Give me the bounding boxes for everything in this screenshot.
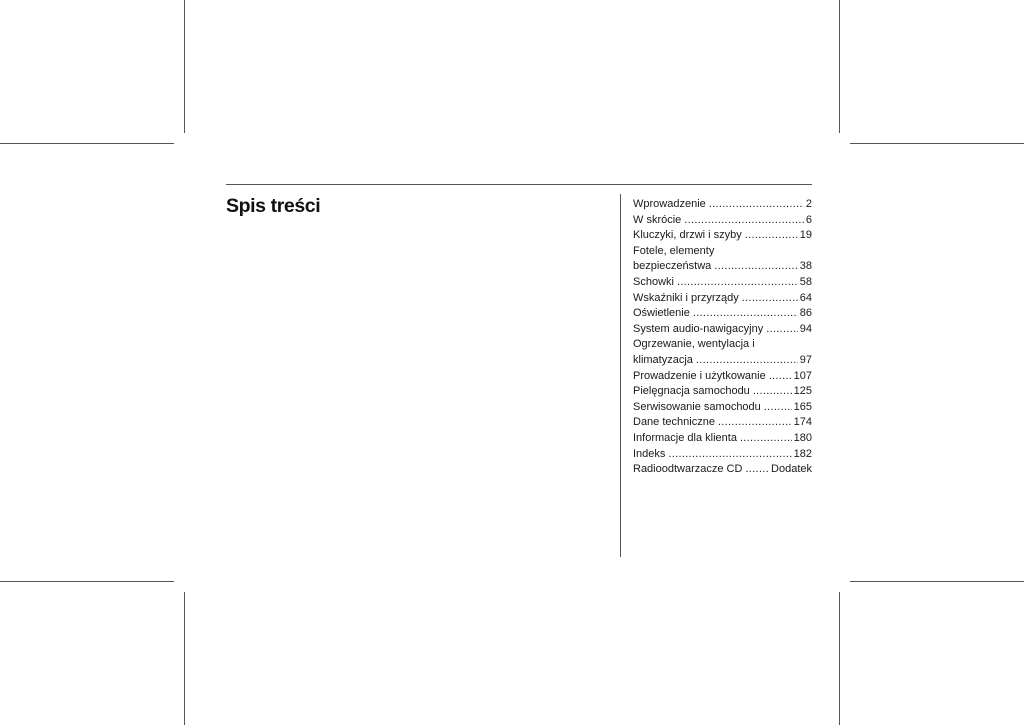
toc-entry-page: 86 (799, 307, 812, 320)
toc-entry-line (633, 384, 812, 400)
table-of-contents (633, 197, 812, 478)
toc-dot-leader (714, 259, 797, 275)
toc-entry[interactable] (633, 431, 812, 447)
toc-entry-line (633, 259, 812, 275)
toc-dot-leader (753, 384, 792, 400)
toc-entry[interactable] (633, 369, 812, 385)
toc-entry-page: Dodatek (771, 463, 812, 476)
toc-entry-page: 64 (799, 291, 812, 304)
crop-mark-bottom-right-horizontal (850, 581, 1024, 582)
toc-entry-line (633, 431, 812, 447)
toc-entry-line (633, 306, 812, 322)
toc-dot-leader (764, 400, 792, 416)
crop-mark-top-right-horizontal (850, 143, 1024, 144)
toc-entry-page: 2 (805, 198, 812, 210)
toc-entry-label: Schowki (633, 275, 674, 288)
toc-dot-leader (745, 228, 798, 244)
toc-dot-leader (766, 322, 798, 338)
toc-entry[interactable] (633, 337, 812, 368)
toc-entry-label-line1: Fotele, elementy (633, 244, 715, 257)
toc-entry-page: 180 (793, 431, 812, 444)
toc-entry[interactable] (633, 400, 812, 416)
toc-entry[interactable] (633, 447, 812, 463)
toc-dot-leader (668, 447, 791, 463)
toc-entry-page: 97 (799, 353, 812, 366)
toc-entry-label: Radioodtwarzacze CD (633, 463, 743, 476)
toc-entry-label: Kluczyki, drzwi i szyby (633, 229, 742, 242)
toc-entry-page: 182 (793, 447, 812, 460)
crop-mark-top-left-vertical (184, 0, 185, 133)
toc-entry[interactable] (633, 244, 812, 275)
toc-entry[interactable] (633, 322, 812, 338)
toc-entry[interactable] (633, 228, 812, 244)
crop-mark-top-left-horizontal (0, 143, 174, 144)
toc-dot-leader (693, 306, 798, 322)
toc-entry-line (633, 228, 812, 244)
toc-entry-page: 174 (793, 416, 812, 429)
toc-entry-line (633, 275, 812, 291)
toc-entry-label: Prowadzenie i użytkowanie (633, 369, 766, 382)
toc-entry[interactable] (633, 275, 812, 291)
toc-entry-line (633, 353, 812, 369)
toc-entry-label: Indeks (633, 447, 666, 460)
toc-entry-line (633, 369, 812, 385)
toc-entry-line (633, 322, 812, 338)
header-rule (226, 184, 812, 185)
toc-entry-line (633, 400, 812, 416)
toc-dot-leader (740, 431, 792, 447)
toc-dot-leader (709, 197, 804, 213)
toc-dot-leader (769, 369, 792, 385)
toc-entry-label: bezpieczeństwa (633, 260, 712, 273)
toc-dot-leader (677, 275, 798, 291)
toc-dot-leader (718, 415, 792, 431)
toc-dot-leader (745, 462, 769, 478)
toc-dot-leader (684, 213, 804, 229)
toc-entry-line (633, 197, 812, 213)
toc-entry-page: 19 (799, 229, 812, 242)
page-title: Spis treści (226, 195, 321, 217)
crop-mark-bottom-right-vertical (839, 592, 840, 725)
crop-mark-bottom-left-horizontal (0, 581, 174, 582)
toc-entry-page: 58 (799, 275, 812, 288)
toc-entry-label-line1: Ogrzewanie, wentylacja i (633, 338, 755, 351)
toc-dot-leader (696, 353, 798, 369)
toc-entry-line (633, 291, 812, 307)
toc-entry-page: 125 (793, 385, 812, 398)
toc-entry-label: W skrócie (633, 213, 682, 226)
toc-entry-line (633, 462, 812, 478)
toc-entry[interactable] (633, 213, 812, 229)
toc-dot-leader (742, 291, 798, 307)
toc-entry-label: Wskaźniki i przyrządy (633, 291, 739, 304)
toc-entry-line (633, 447, 812, 463)
toc-entry-page: 38 (799, 260, 812, 273)
toc-entry-label: Serwisowanie samochodu (633, 400, 761, 413)
toc-entry-label: Oświetlenie (633, 307, 690, 320)
toc-entry-label: Pielęgnacja samochodu (633, 385, 750, 398)
toc-entry[interactable] (633, 197, 812, 213)
column-divider (620, 194, 621, 557)
toc-entry-page: 107 (793, 369, 812, 382)
toc-entry-label: System audio-nawigacyjny (633, 322, 764, 335)
toc-entry-line (633, 213, 812, 229)
toc-entry-page: 94 (799, 322, 812, 335)
toc-entry[interactable] (633, 415, 812, 431)
toc-entry-label: Informacje dla klienta (633, 431, 737, 444)
toc-entry-label: Wprowadzenie (633, 198, 706, 210)
toc-entry-page: 165 (793, 400, 812, 413)
toc-entry[interactable] (633, 306, 812, 322)
toc-entry[interactable] (633, 384, 812, 400)
crop-mark-top-right-vertical (839, 0, 840, 133)
toc-entry-label: klimatyzacja (633, 353, 693, 366)
toc-entry[interactable] (633, 462, 812, 478)
toc-entry[interactable] (633, 291, 812, 307)
toc-entry-page: 6 (805, 213, 812, 226)
toc-entry-label: Dane techniczne (633, 416, 715, 429)
crop-mark-bottom-left-vertical (184, 592, 185, 725)
toc-entry-line (633, 415, 812, 431)
